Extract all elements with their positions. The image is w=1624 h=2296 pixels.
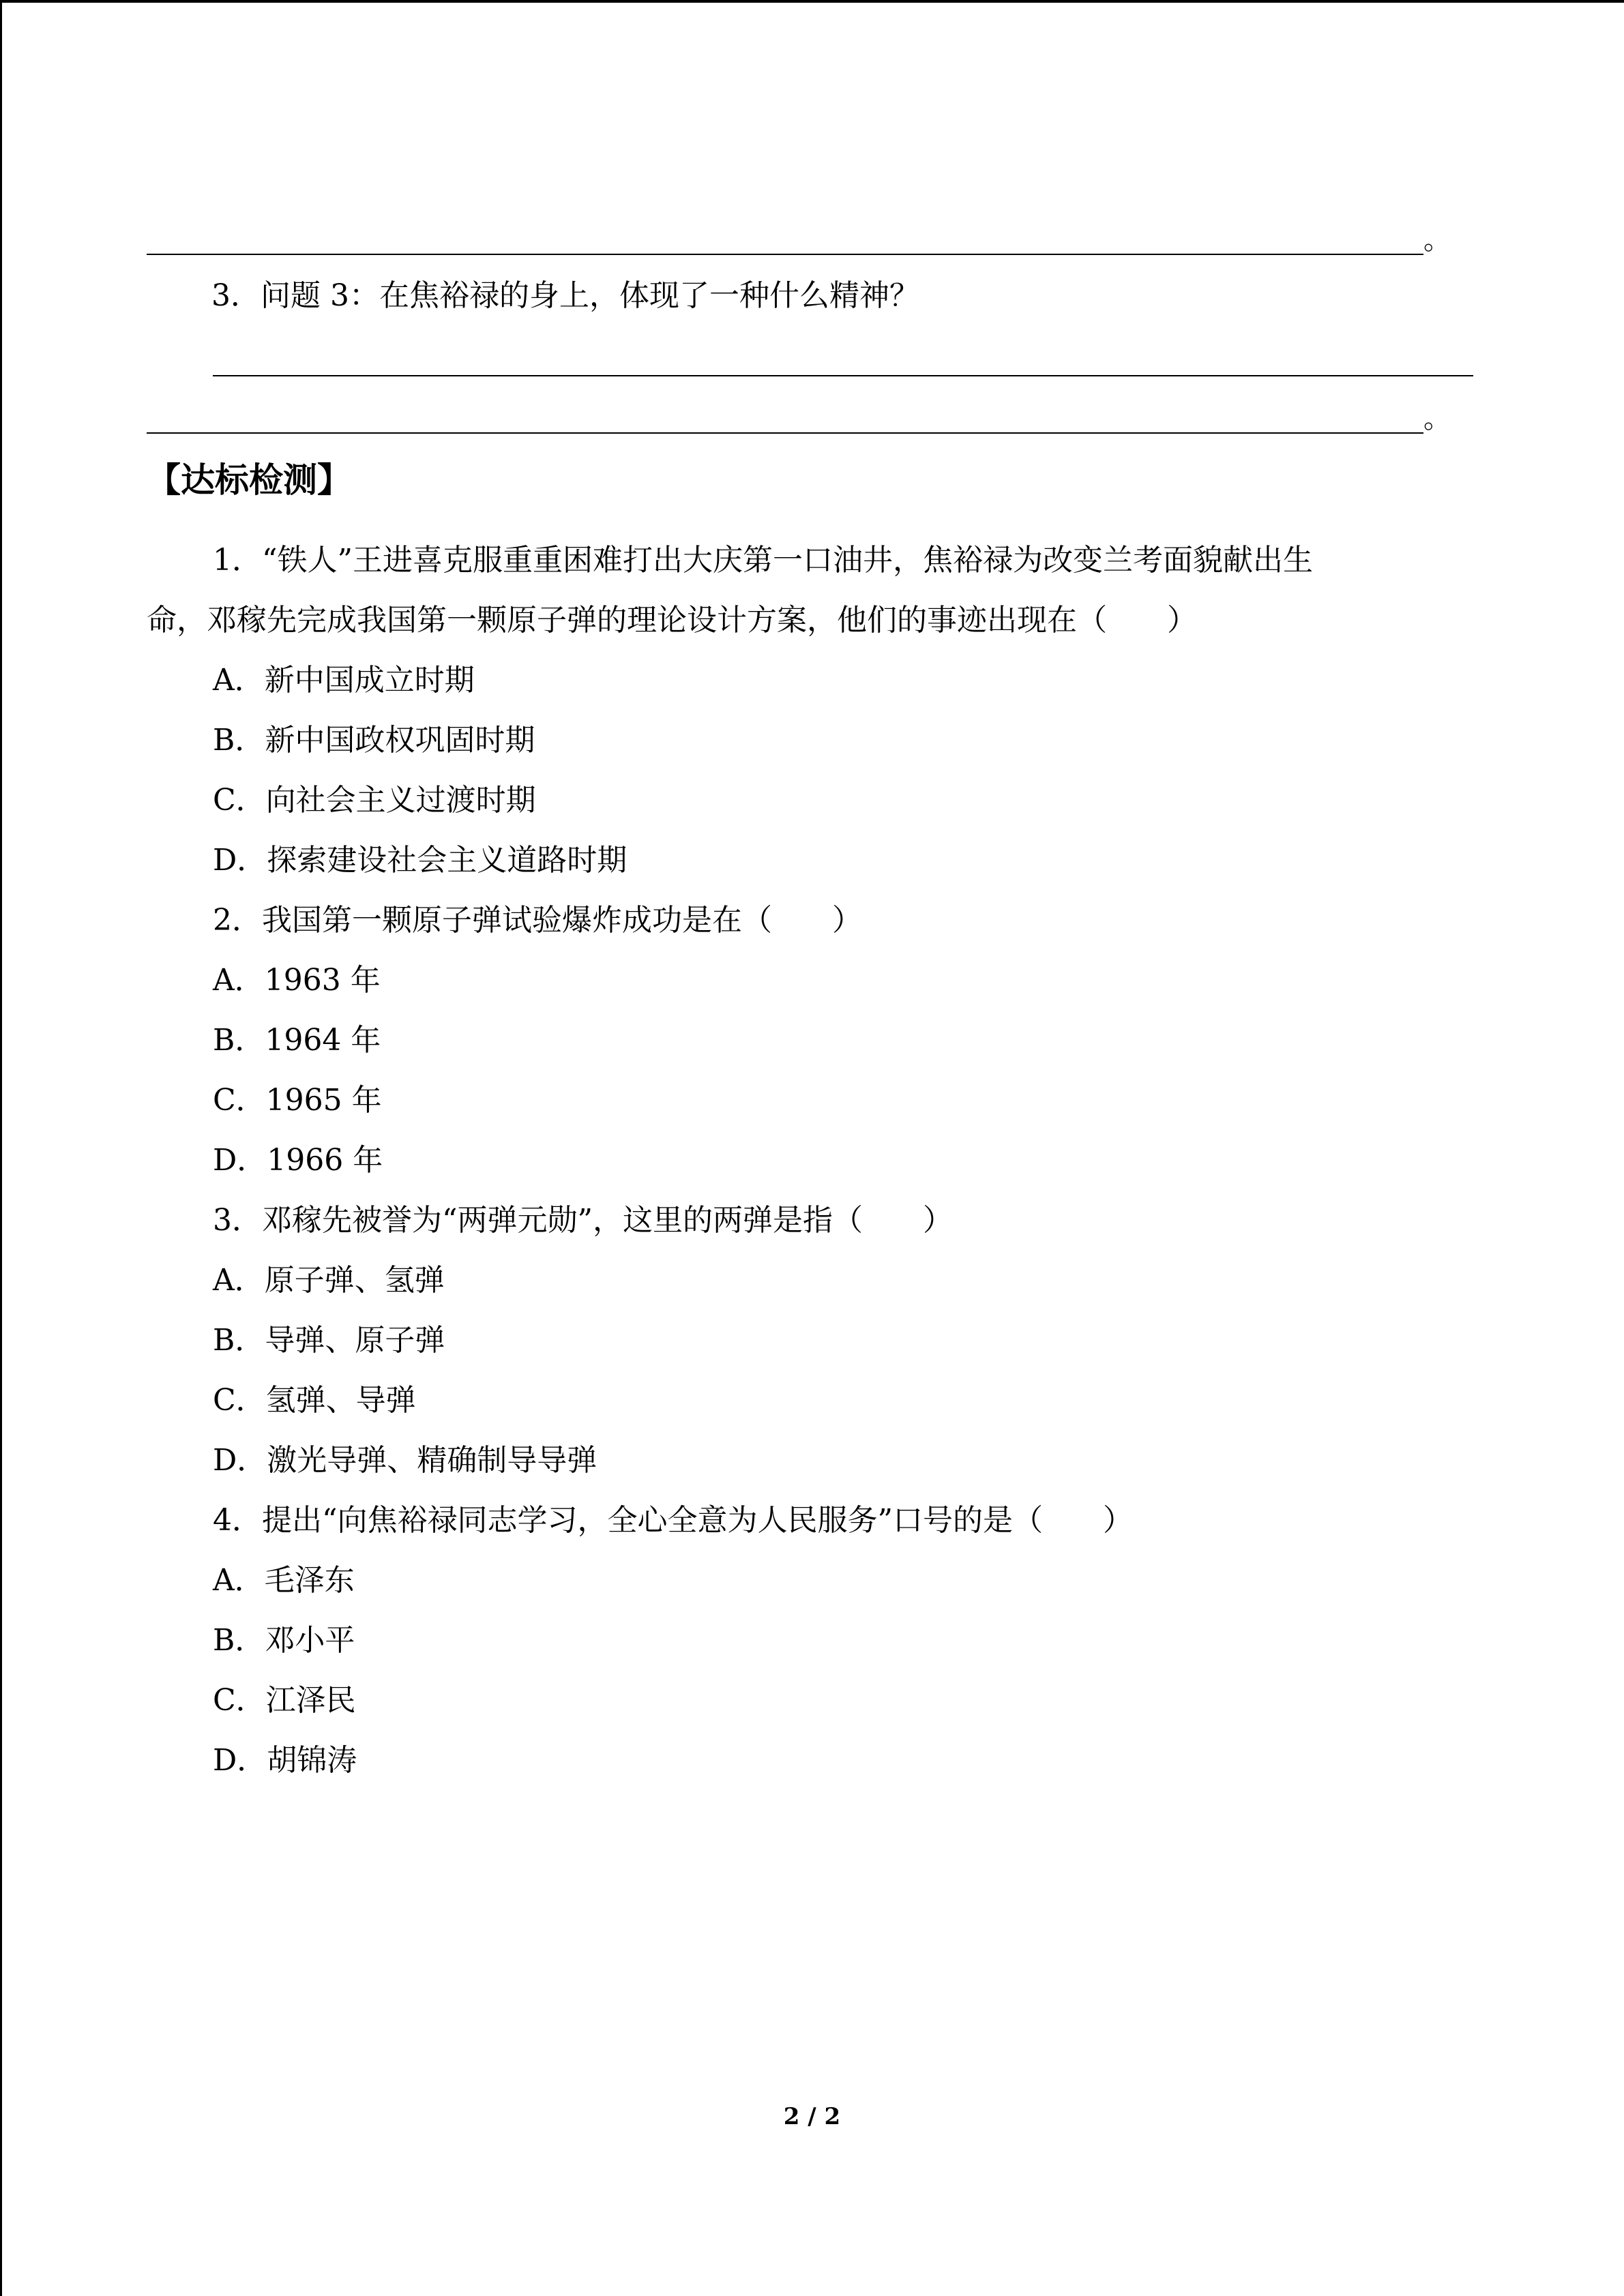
question-2-option-d[interactable]: D．1966 年 xyxy=(213,1143,383,1178)
question-4-option-b[interactable]: B．邓小平 xyxy=(213,1623,355,1658)
question-1-option-b[interactable]: B．新中国政权巩固时期 xyxy=(213,723,535,758)
answer-line[interactable] xyxy=(147,254,1423,255)
question-2-stem: 2．我国第一颗原子弹试验爆炸成功是在（ ） xyxy=(213,903,862,938)
question-3-option-c[interactable]: C．氢弹、导弹 xyxy=(213,1383,416,1418)
question-3-stem: 3．邓稼先被誉为“两弹元勋”，这里的两弹是指（ ） xyxy=(213,1203,953,1238)
question-2-option-a[interactable]: A．1963 年 xyxy=(213,963,381,998)
question-2-option-c[interactable]: C．1965 年 xyxy=(213,1083,382,1118)
question-4-option-a[interactable]: A．毛泽东 xyxy=(213,1563,355,1598)
question-3-prompt: 3．问题 3：在焦裕禄的身上，体现了一种什么精神？ xyxy=(211,278,919,313)
question-1-option-d[interactable]: D．探索建设社会主义道路时期 xyxy=(213,843,628,878)
question-1-option-a[interactable]: A．新中国成立时期 xyxy=(213,663,475,698)
question-3-option-b[interactable]: B．导弹、原子弹 xyxy=(213,1323,445,1358)
question-4-option-d[interactable]: D．胡锦涛 xyxy=(213,1743,357,1778)
question-1-stem-continued: 命，邓稼先完成我国第一颗原子弹的理论设计方案，他们的事迹出现在（ ） xyxy=(147,603,1197,638)
page-number: 2 / 2 xyxy=(783,2103,841,2130)
question-4-option-c[interactable]: C．江泽民 xyxy=(213,1683,356,1718)
answer-line-period: 。 xyxy=(1423,224,1451,256)
question-1-stem: 1．“铁人”王进喜克服重重困难打出大庆第一口油井，焦裕禄为改变兰考面貌献出生 xyxy=(213,543,1313,578)
question-3-option-d[interactable]: D．激光导弹、精确制导导弹 xyxy=(213,1443,597,1478)
page-border-top xyxy=(0,0,1624,3)
answer-line[interactable] xyxy=(213,375,1473,376)
answer-line-period: 。 xyxy=(1423,403,1451,434)
question-4-stem: 4．提出“向焦裕禄同志学习，全心全意为人民服务”口号的是（ ） xyxy=(213,1503,1133,1538)
section-heading: 【达标检测】 xyxy=(147,460,351,500)
page-border-left xyxy=(0,0,2,2296)
question-1-option-c[interactable]: C．向社会主义过渡时期 xyxy=(213,783,536,818)
question-3-option-a[interactable]: A．原子弹、氢弹 xyxy=(213,1263,445,1298)
question-2-option-b[interactable]: B．1964 年 xyxy=(213,1023,381,1058)
answer-line[interactable] xyxy=(147,432,1423,434)
